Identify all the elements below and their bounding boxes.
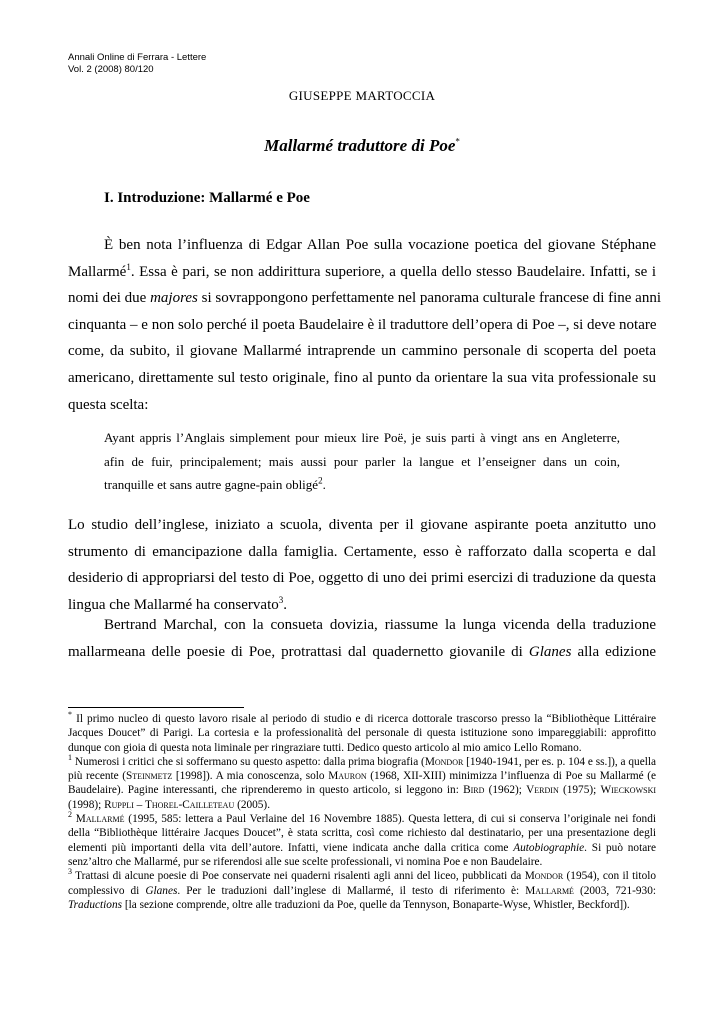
p1-l3-text: nomi dei due (68, 290, 151, 307)
quote-line-1: Ayant appris l’Anglais simplement pour mieux lire Poë, je suis parti à vingt ans en Angleterre, (104, 430, 620, 445)
p3-l2-text: mallarmeana delle poesie di Poe, protrattasi dal quadernetto giovanile di (68, 643, 529, 660)
footnote-text: (2005). (234, 798, 271, 811)
title-footnote-mark: * (455, 136, 460, 147)
footnote-text: (1995, 585: lettera a Paul Verlaine del 16 Novembre 1885). Questa lettera, di cui si conserva l’originale nei fondi della “Bibliothèque littéraire Jacques Doucet”, è stata scritta, così come richiesto dal destinatario, per una presentazione degli elementi più importanti della vita dell’autore. Infatti, viene indicata anche dalla critica come (68, 813, 656, 854)
footnote-text: Numerosi i critici che si soffermano su questo aspetto: dalla prima biografia ( (72, 755, 425, 768)
footnote-mark: 1 (68, 753, 72, 763)
footnote-text: (1954), con il titolo complessivo di (68, 870, 657, 897)
author-ref: Steinmetz (126, 770, 173, 783)
p3-l2-emphasis: Glanes (528, 643, 572, 660)
paragraph-1 (68, 232, 662, 418)
quote-line-2: afin de fuir, principalement; mais aussi pour parler la langue et l’enseigner dans un coin, (104, 453, 620, 469)
footnote-star (68, 712, 656, 755)
p2-l4-text: lingua che Mallarmé ha conservato (68, 596, 279, 613)
p2-line-2: strumento di emancipazione dalla famiglia. Certamente, esso è rafforzato dalla scoperta e dal (68, 543, 656, 560)
p3-line-1: Bertrand Marchal, con la consueta dovizia, riassume la lunga vicenda della traduzione (104, 617, 656, 633)
footnote-text: Trattasi di alcune poesie di Poe conservate nei quaderni risalenti agli anni del liceo, pubblicati da (72, 870, 525, 883)
journal-name: Annali Online di Ferrara - Lettere (68, 52, 207, 63)
paragraph-2 (68, 512, 656, 618)
section-heading: I. Introduzione: Mallarmé e Poe (104, 190, 310, 206)
footnote-separator (68, 707, 244, 708)
footnote-ref-2: 2 (318, 475, 323, 486)
p1-l2-rest: . Essa è pari, se non addirittura superiore, a quella dello stesso Baudelaire. Infatti, se i (130, 263, 656, 280)
p1-l2-text: Mallarmé (68, 263, 127, 280)
author-ref: Wieckowski (600, 784, 657, 797)
footnote-emphasis: Glanes (145, 884, 178, 897)
author-ref: Mauron (328, 770, 367, 783)
title-text: Mallarmé traduttore di Poe (264, 136, 456, 155)
footnote-3 (68, 869, 656, 912)
author-ref: Mondor (424, 755, 464, 768)
p1-line-3 (68, 285, 662, 312)
quote-l3-text: tranquille et sans autre gagne-pain obligé (104, 477, 319, 492)
author-ref: Mondor (524, 870, 564, 883)
p2-l4-end: . (283, 596, 287, 613)
p1-line-4: cinquanta – e non solo perché il poeta Baudelaire è il traduttore dell’opera di Poe –, si deve notare (68, 316, 657, 333)
footnote-text: (2003, 721-930: (573, 884, 656, 897)
author-ref: Ruppli – Thorel-Cailleteau (104, 798, 235, 811)
p1-line-5: come, da subito, il giovane Mallarmé intraprende un cammino personale di scoperta del poeta (68, 343, 656, 360)
paragraph-3 (68, 612, 656, 665)
footnote-text: [la sezione comprende, oltre alle traduzioni da Poe, quelle da Tennyson, Bonaparte-Wyse, Whistler, Beckford]). (122, 898, 630, 911)
p2-line-1: Lo studio dell’inglese, iniziato a scuola, diventa per il giovane aspirante poeta anzitutto uno (68, 517, 656, 533)
footnote-text: . Per le traduzioni dall’inglese di Mallarmé, il testo di riferimento è: (177, 884, 526, 897)
footnote-1 (68, 755, 656, 812)
quote-l3-end: . (322, 477, 326, 492)
p1-line-1: È ben nota l’influenza di Edgar Allan Poe sulla vocazione poetica del giovane Stéphane (104, 237, 656, 253)
footnote-emphasis: Autobiographie (513, 841, 585, 854)
author-ref: Mallarmé (75, 813, 125, 826)
p3-line-2 (68, 639, 656, 666)
footnote-emphasis: Traductions (68, 898, 122, 911)
footnote-text: (1968, XII-XIII) minimizza l’influenza di Poe su Mallarmé (e Baudelaire). Pagine interessanti, che riprenderemo in questo articolo, si leggono in: (68, 770, 657, 797)
quote-line-3 (104, 473, 620, 497)
article-title (0, 136, 724, 156)
footnote-text: Il primo nucleo di questo lavoro risale al periodo di studio e di ricerca dottorale trascorso presso la “Bibliothèque Littéraire Jacques Doucet” di Parigi. La cortesia e la professionalità del personale di questa istituzione sono impareggiabili: approfitto dunque con gioia di questa nota liminale per ringraziare tutti. Dedico questo articolo al mio amico Lello Romano. (68, 713, 656, 754)
footnote-text: [1940-1941, per es. p. 104 e ss.]), a quella più recente ( (68, 755, 656, 783)
author-ref: Bird (463, 784, 485, 797)
author-ref: Mallarmé (525, 884, 574, 897)
footnote-text: (1998); (68, 798, 105, 811)
journal-header (68, 52, 206, 76)
footnote-mark: 2 (68, 810, 72, 820)
footnote-text: (1962); (484, 784, 527, 797)
footnote-ref-1: 1 (126, 261, 131, 272)
p1-l3-rest: si sovrappongono perfettamente nel panorama culturale francese di fine anni (197, 290, 662, 307)
footnote-mark: 3 (68, 867, 72, 877)
p3-l2-rest: alla edizione (571, 643, 656, 660)
footnote-ref-3: 3 (278, 594, 284, 605)
p2-line-3: desiderio di appropriarsi del testo di Poe, oggetto di uno dei primi esercizi di traduzione da questa (68, 570, 656, 587)
p1-l3-emphasis: majores (150, 290, 198, 307)
block-quote (104, 426, 620, 497)
footnote-mark: * (68, 710, 72, 720)
footnote-text: [1998]). A mia conoscenza, solo (172, 770, 329, 783)
footnote-text: . Si può notare senz’altro che Mallarmé, pur se riferendosi alle sue scelte professionali, vi nomina Poe e non Baudelaire. (68, 841, 657, 868)
journal-volume: Vol. 2 (2008) 80/120 (68, 64, 154, 75)
author-ref: Verdin (526, 784, 559, 797)
footnote-2 (68, 812, 656, 869)
p1-line-2 (68, 259, 656, 286)
author-name: GIUSEPPE MARTOCCIA (288, 88, 436, 103)
footnote-text: (1975); (558, 784, 601, 797)
p1-line-6: americano, direttamente sul testo originale, fino al punto da orientare la sua vita professionale su (68, 369, 656, 386)
footnotes (68, 712, 656, 912)
p1-line-7: questa scelta: (68, 396, 149, 413)
